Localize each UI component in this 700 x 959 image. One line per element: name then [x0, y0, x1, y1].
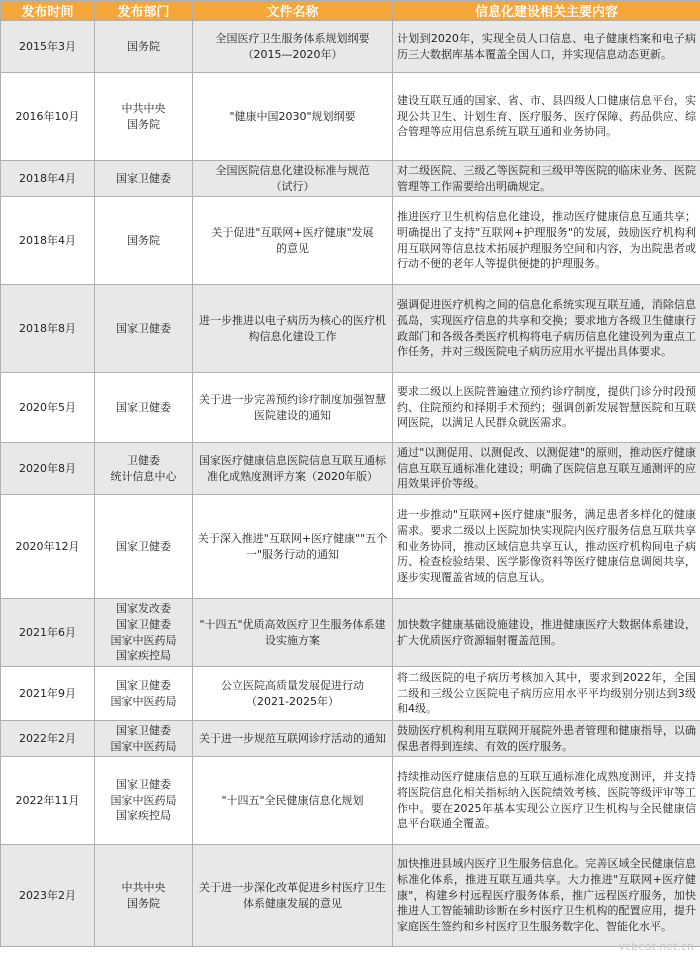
cell-date: 2020年8月 [1, 443, 95, 495]
cell-name: "健康中国2030"规划纲要 [193, 73, 393, 161]
table-row [1, 845, 700, 947]
table-row [1, 73, 700, 161]
watermark: vcbeat.net.cn [618, 940, 694, 953]
cell-dept: 国务院 [95, 21, 193, 73]
cell-date: 2015年3月 [1, 21, 95, 73]
cell-date: 2021年6月 [1, 599, 95, 667]
cell-name: 关于促进"互联网+医疗健康"发展 的意见 [193, 197, 393, 285]
cell-dept: 中共中央 国务院 [95, 73, 193, 161]
header-date: 发布时间 [1, 1, 95, 21]
cell-name: 全国医疗卫生服务体系规划纲要 （2015—2020年） [193, 21, 393, 73]
cell-content: 建设互联互通的国家、省、市、县四级人口健康信息平台，实现公共卫生、计划生育、医疗服务、医疗保障、药品供应、综合管理等应用信息系统互联互通和业务协同。 [393, 73, 700, 161]
cell-content: 对二级医院、三级乙等医院和三级甲等医院的临床业务、医院管理等工作需要给出明确规定。 [393, 161, 700, 197]
cell-dept: 国家卫健委 [95, 285, 193, 373]
cell-content: 加快推进县域内医疗卫生服务信息化。完善区域全民健康信息标准化体系，推进互联互通共享。大力推进"互联网+医疗健康"，构建乡村远程医疗服务体系，推广远程医疗服务，加快推进人工智能辅助诊断在乡村医疗卫生机构的配置应用，提升家庭医生签约和乡村医疗卫生服务数字化、智能化水平。 [393, 845, 700, 947]
header-content: 信息化建设相关主要内容 [393, 1, 700, 21]
cell-name: 全国医院信息化建设标准与规范 （试行） [193, 161, 393, 197]
table-row [1, 197, 700, 285]
cell-content: 要求二级以上医院普遍建立预约诊疗制度，提供门诊分时段预约、住院预约和择期手术预约；强调创新发展智慧医院和互联网医院，以满足人民群众就医需求。 [393, 373, 700, 443]
cell-dept: 国家卫健委 国家中医药局 国家疾控局 [95, 757, 193, 845]
cell-name: 进一步推进以电子病历为核心的医疗机构信息化建设工作 [193, 285, 393, 373]
cell-dept: 国家卫健委 国家中医药局 [95, 667, 193, 721]
cell-content: 进一步推动"互联网+医疗健康"服务，满足患者多样化的健康需求。要求二级以上医院加快实现院内医疗服务信息互联共享和业务协同，推动区域信息共享互认，推动医疗机构间电子病历、检查检验结果、医学影像资料等医疗健康信息调阅共享，逐步实现覆盖省域的信息互认。 [393, 495, 700, 599]
table-row [1, 443, 700, 495]
cell-name: 关于进一步完善预约诊疗制度加强智慧医院建设的通知 [193, 373, 393, 443]
cell-dept: 中共中央 国务院 [95, 845, 193, 947]
cell-name: 关于深入推进"互联网+医疗健康""五个一"服务行动的通知 [193, 495, 393, 599]
table-row [1, 21, 700, 73]
cell-name: 关于进一步规范互联网诊疗活动的通知 [193, 721, 393, 757]
table-row [1, 373, 700, 443]
table-row [1, 495, 700, 599]
cell-content: 通过"以测促用、以测促改、以测促建"的原则，推动医疗健康信息互联互通标准化建设；明确了医院信息互联互通测评的应用效果评价等级。 [393, 443, 700, 495]
cell-content: 推进医疗卫生机构信息化建设，推动医疗健康信息互通共享；明确提出了支持"互联网+护理服务"的发展，鼓励医疗机构利用互联网等信息技术拓展护理服务空间和内容，为出院患者或行动不便的老年人等提供便捷的护理服务。 [393, 197, 700, 285]
table-row [1, 285, 700, 373]
table-row [1, 599, 700, 667]
cell-date: 2022年11月 [1, 757, 95, 845]
table-row [1, 721, 700, 757]
cell-name: 公立医院高质量发展促进行动 （2021-2025年） [193, 667, 393, 721]
cell-dept: 国家发改委 国家卫健委 国家中医药局 国家疾控局 [95, 599, 193, 667]
header-dept: 发布部门 [95, 1, 193, 21]
header-name: 文件名称 [193, 1, 393, 21]
cell-name: 关于进一步深化改革促进乡村医疗卫生体系健康发展的意见 [193, 845, 393, 947]
cell-dept: 国家卫健委 [95, 161, 193, 197]
cell-date: 2018年4月 [1, 161, 95, 197]
cell-date: 2021年9月 [1, 667, 95, 721]
cell-date: 2023年2月 [1, 845, 95, 947]
cell-date: 2022年2月 [1, 721, 95, 757]
table-header-row [1, 1, 700, 21]
cell-content: 加快数字健康基础设施建设，推进健康医疗大数据体系建设，扩大优质医疗资源辐射覆盖范围。 [393, 599, 700, 667]
cell-dept: 国家卫健委 [95, 373, 193, 443]
cell-name: "十四五"优质高效医疗卫生服务体系建设实施方案 [193, 599, 393, 667]
cell-dept: 国家卫健委 [95, 495, 193, 599]
cell-date: 2020年5月 [1, 373, 95, 443]
cell-content: 计划到2020年，实现全员人口信息、电子健康档案和电子病历三大数据库基本覆盖全国人口，并实现信息动态更新。 [393, 21, 700, 73]
cell-dept: 卫健委 统计信息中心 [95, 443, 193, 495]
cell-content: 持续推动医疗健康信息的互联互通标准化成熟度测评，并支持将医院信息化相关指标纳入医院绩效考核、医院等级评审等工作中。要在2025年基本实现公立医疗卫生机构与全民健康信息平台联通全覆盖。 [393, 757, 700, 845]
table-row [1, 757, 700, 845]
cell-name: 国家医疗健康信息医院信息互联互通标准化成熟度测评方案（2020年版） [193, 443, 393, 495]
cell-date: 2020年12月 [1, 495, 95, 599]
cell-date: 2018年8月 [1, 285, 95, 373]
table-row [1, 667, 700, 721]
cell-name: "十四五"全民健康信息化规划 [193, 757, 393, 845]
cell-content: 强调促进医疗机构之间的信息化系统实现互联互通，消除信息孤岛，实现医疗信息的共享和交换；要求地方各级卫生健康行政部门和各级各类医疗机构将电子病历信息化建设列为重点工作任务，并对三级医院电子病历应用水平提出具体要求。 [393, 285, 700, 373]
cell-dept: 国家卫健委 国家中医药局 [95, 721, 193, 757]
cell-content: 将二级医院的电子病历考核加入其中，要求到2022年，全国二级和三级公立医院电子病历应用水平平均级别分别达到3级和4级。 [393, 667, 700, 721]
cell-content: 鼓励医疗机构利用互联网开展院外患者管理和健康指导，以确保患者得到连续、有效的医疗服务。 [393, 721, 700, 757]
table-row [1, 161, 700, 197]
cell-dept: 国务院 [95, 197, 193, 285]
cell-date: 2018年4月 [1, 197, 95, 285]
cell-date: 2016年10月 [1, 73, 95, 161]
